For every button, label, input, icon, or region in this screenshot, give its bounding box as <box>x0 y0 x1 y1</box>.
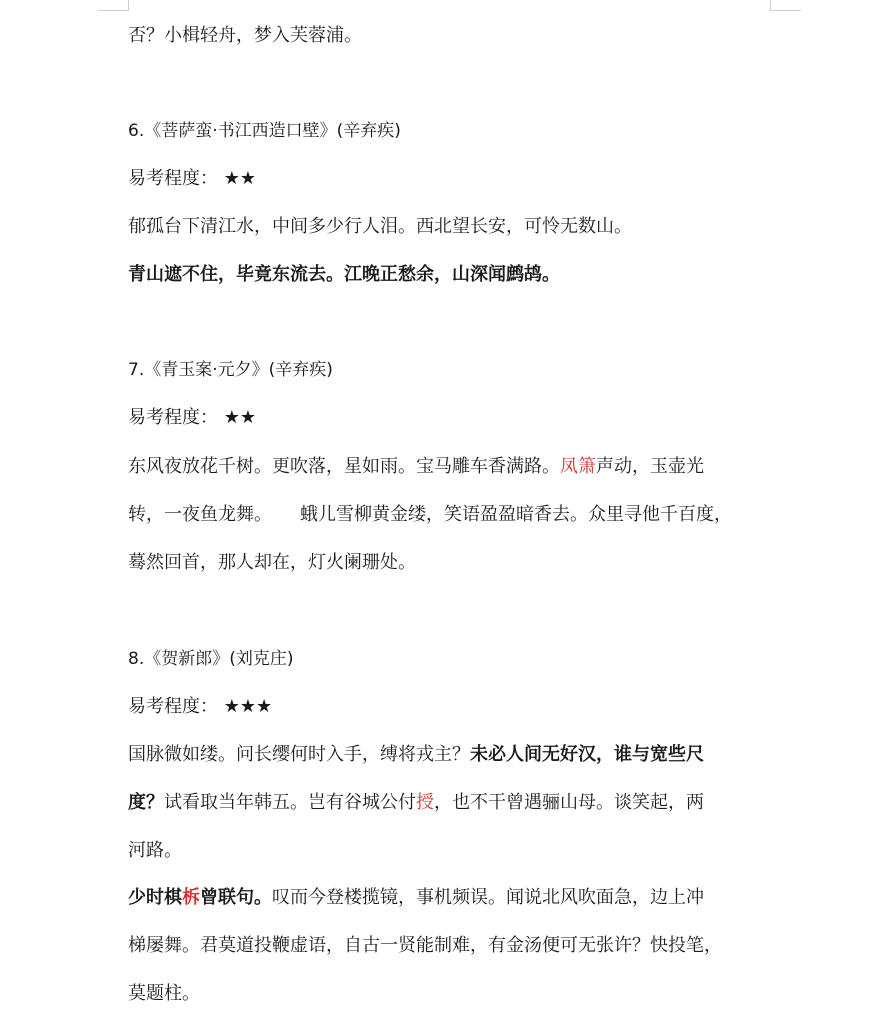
verse-text: 国脉微如缕。问长缨何时入手，缚将戎主？ <box>128 744 470 765</box>
verse-text: ，也不干曾遇骊山母。谈笑起，两 <box>434 792 704 813</box>
fragment-line <box>128 24 362 48</box>
difficulty-label: 易考程度： <box>128 407 218 428</box>
poem-8-difficulty <box>128 695 272 719</box>
verse-text: 郁孤台下清江水，中间多少行人泪。西北望长安，可怜无数山。 <box>128 216 632 237</box>
poem-6-title <box>128 119 401 143</box>
poem-8-line-5 <box>128 934 722 958</box>
verse-highlight-red: 授 <box>416 792 434 813</box>
star-rating-icon: ★★ <box>223 407 257 428</box>
poem-8-line-4 <box>128 886 704 910</box>
verse-text: 蛾儿雪柳黄金缕，笑语盈盈暗香去。众里寻他千百度， <box>300 504 732 525</box>
difficulty-label: 易考程度： <box>128 696 218 717</box>
verse-text: 东风夜放花千树。更吹落，星如雨。宝马雕车香满路。 <box>128 456 560 477</box>
verse-text: 叹而今登楼揽镜，事机频误。闻说北风吹面急，边上冲 <box>272 887 704 908</box>
verse-text: 声动，玉壶光 <box>596 456 704 477</box>
poem-8-line-3 <box>128 839 182 863</box>
poem-7-line-3 <box>128 551 416 575</box>
verse-text: 试看取当年韩五。岂有谷城公付 <box>164 792 416 813</box>
verse-highlight-red: 凤箫 <box>560 456 596 477</box>
poem-7-line-2 <box>128 503 732 527</box>
verse-text-bold: 未必人间无好汉，谁与宽些尺 <box>470 744 704 765</box>
page-corner-mark-right <box>770 0 801 11</box>
poem-title-text: 7.《青玉案·元夕》(辛弃疾) <box>128 360 333 380</box>
star-rating-icon: ★★★ <box>223 696 273 717</box>
verse-highlight-red: 柝 <box>182 887 200 908</box>
poem-6-line-2 <box>128 263 560 287</box>
poem-7-title <box>128 358 333 382</box>
verse-text: 转，一夜鱼龙舞。 <box>128 504 272 525</box>
poem-6-line-1 <box>128 215 632 239</box>
fragment-text: 否？小楫轻舟，梦入芙蓉浦。 <box>128 25 362 46</box>
verse-text-bold: 少时棋 <box>128 887 182 908</box>
star-rating-icon: ★★ <box>223 168 257 189</box>
poem-6-difficulty <box>128 167 256 191</box>
verse-text-bold: 青山遮不住，毕竟东流去。江晚正愁余，山深闻鹧鸪。 <box>128 264 560 285</box>
poem-8-line-2 <box>128 791 704 815</box>
verse-text: 莫题柱。 <box>128 983 200 1004</box>
page-corner-mark-left <box>98 0 129 11</box>
poem-title-text: 8.《贺新郎》(刘克庄) <box>128 649 294 669</box>
verse-text-bold: 度？ <box>128 792 164 813</box>
difficulty-label: 易考程度： <box>128 168 218 189</box>
poem-8-line-1 <box>128 743 704 767</box>
verse-text: 河路。 <box>128 840 182 861</box>
poem-8-title <box>128 647 293 671</box>
verse-text: 蓦然回首，那人却在，灯火阑珊处。 <box>128 552 416 573</box>
poem-7-line-1 <box>128 455 704 479</box>
verse-text-bold: 曾联句。 <box>200 887 272 908</box>
verse-text: 梯屡舞。君莫道投鞭虚语，自古一贤能制难，有金汤便可无张许？快投笔， <box>128 935 722 956</box>
poem-7-difficulty <box>128 406 256 430</box>
poem-title-text: 6.《菩萨蛮·书江西造口壁》(辛弃疾) <box>128 121 401 141</box>
poem-8-line-6 <box>128 982 200 1006</box>
